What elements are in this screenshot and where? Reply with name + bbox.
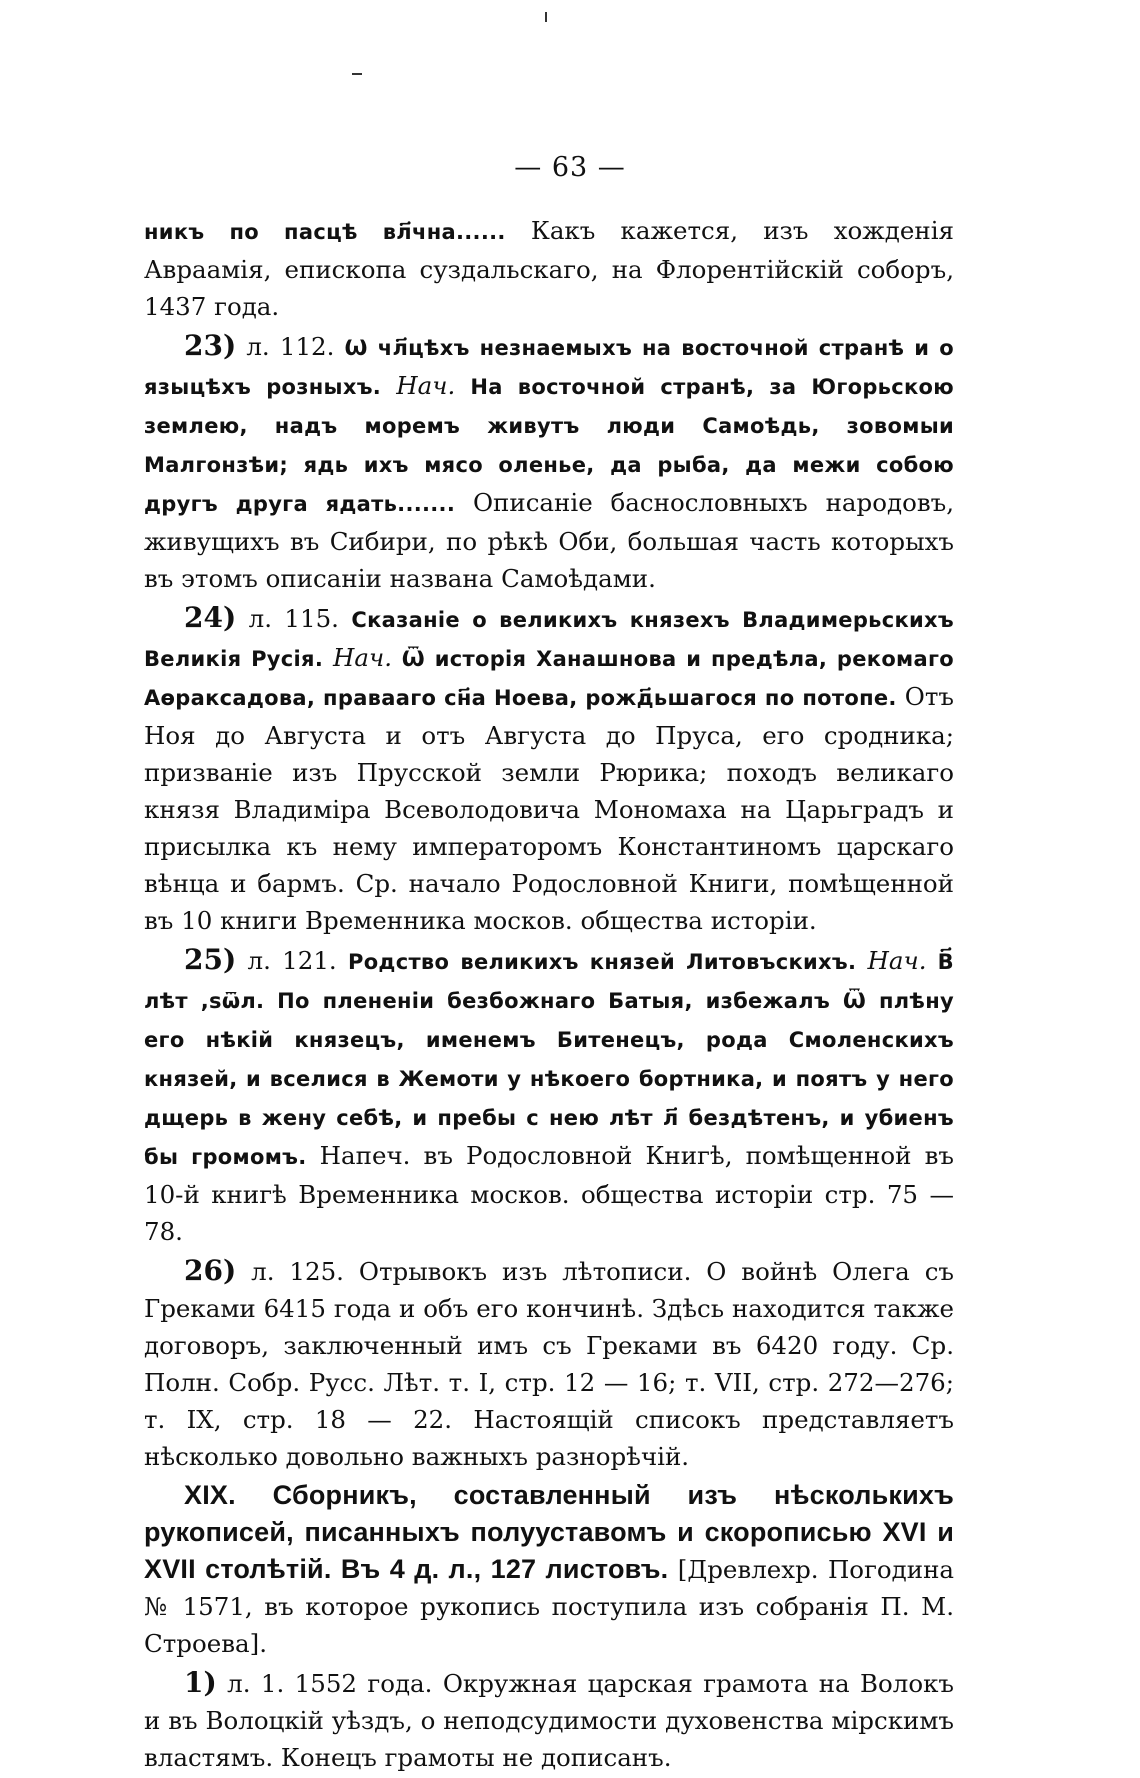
entry-23 — [144, 327, 954, 597]
entry-description: Напеч. въ Родословной Книгѣ, помѣщенной въ 10-й книгѣ Временника москов. общества исторіи стр. 75 — 78. — [144, 1141, 955, 1246]
entry-description: Описаніе баснословныхъ народовъ, живущихъ въ Сибири, по рѣкѣ Оби, большая часть которыхъ въ этомъ описаніи названа Самоѣдами. — [144, 488, 954, 593]
entry-description: л. 1. 1552 года. Окружная царская грамота на Волокъ и въ Волоцкій уѣздъ, о неподсудимости духовенства мірскимъ властямъ. Конецъ грамоты не дописанъ. — [144, 1669, 954, 1772]
incipit-label: Нач. — [856, 946, 927, 975]
slavonic-incipit: Ѿ исторія Ханашнова и предѣла, рекомаго Аѳраксадова, правааго сн҃а Ноева, рожд҃ьшагося по потопе. — [144, 647, 954, 710]
entry-description: Отъ Ноя до Августа и отъ Августа до Пруса, его сродника; призваніе изъ Прусской земли Рюрика; походъ великаго князя Владиміра Всеволодовича Мономаха на Царьградъ и присылка къ нему императоромъ Константиномъ царскаго вѣнца и бармъ. Ср. начало Родословной Книги, помѣщенной въ 10 книги Временника москов. общества исторіи. — [144, 682, 955, 935]
entry-25 — [144, 941, 954, 1250]
slavonic-title: Ѡ чл҃цѣхъ незнаемыхъ на восточной странѣ и о языцѣхъ розныхъ. — [144, 336, 954, 399]
entry-number: 23) — [184, 329, 237, 362]
slavonic-title: Родство великихъ князей Литовъскихъ. — [348, 950, 857, 974]
paragraph-text: Какъ кажется, изъ хожденія Авраамія, епископа суздальскаго, на Флорентійскій соборъ, 1437 года. — [144, 216, 955, 321]
entry-number: 1) — [184, 1666, 217, 1699]
margin-mark-upper — [352, 73, 362, 75]
entry-number: 25) — [184, 943, 237, 976]
section-xix — [144, 1477, 954, 1662]
incipit-label: Нач. — [381, 371, 456, 400]
entry-26 — [144, 1252, 954, 1475]
entry-number: 24) — [184, 601, 237, 634]
entry-description: л. 125. Отрывокъ изъ лѣтописи. О войнѣ Олега съ Греками 6415 года и объ его кончинѣ. Здѣсь находится также договоръ, заключенный имъ съ Греками въ 6420 году. Ср. Полн. Собр. Русс. Лѣт. т. I, стр. 12 — 16; т. VII, стр. 272—276; т. IX, стр. 18 — 22. Настоящій списокъ представляетъ нѣсколько довольно важныхъ разнорѣчій. — [144, 1257, 954, 1471]
section-heading: XIX. Сборникъ, составленный изъ нѣсколькихъ рукописей, писанныхъ полууставомъ и скорописью XVI и XVII столѣтій. Въ 4 д. л., 127 листовъ. — [144, 1480, 954, 1584]
entry-number: 26) — [184, 1254, 237, 1287]
leaf-reference: л. 115. — [236, 604, 352, 633]
entry-24 — [144, 599, 954, 939]
slavonic-quote: никъ по пасцѣ вл҃чна...... — [144, 220, 506, 244]
leaf-reference: л. 112. — [236, 332, 345, 361]
slavonic-incipit: На восточной странѣ, за Югорьскою землею, надъ моремъ живутъ люди Самоѣдь, зовомыи Малгонзѣи; ядь ихъ мясо оленье, да рыба, да межи собою другъ друга ядать....... — [144, 375, 954, 516]
body-text — [144, 212, 954, 1778]
slavonic-incipit: В҃ лѣт ,ѕѿл. По плененіи безбожнаго Батыя, избежалъ Ѿ плѣну его нѣкій князецъ, именемъ Битенецъ, рода Смоленскихъ князей, и вселися в Жемоти у нѣкоего бортника, и поятъ у него дщерь в жену себѣ, и пребы с нею лѣт л҃ бездѣтенъ, и убиенъ бы громомъ. — [144, 950, 954, 1169]
leaf-reference: л. 121. — [236, 946, 349, 975]
margin-mark-top — [545, 12, 547, 22]
section-source-note: [Древлехр. Погодина № 1571, въ которое рукопись поступила изъ собранія П. М. Строева]. — [144, 1555, 954, 1658]
paragraph-continuation — [144, 212, 954, 325]
entry-1 — [144, 1664, 954, 1776]
page-number: — 63 — — [514, 152, 626, 183]
incipit-label: Нач. — [323, 643, 393, 672]
slavonic-title: Сказаніе о великихъ князехъ Владимерьскихъ Великія Русія. — [144, 608, 954, 671]
